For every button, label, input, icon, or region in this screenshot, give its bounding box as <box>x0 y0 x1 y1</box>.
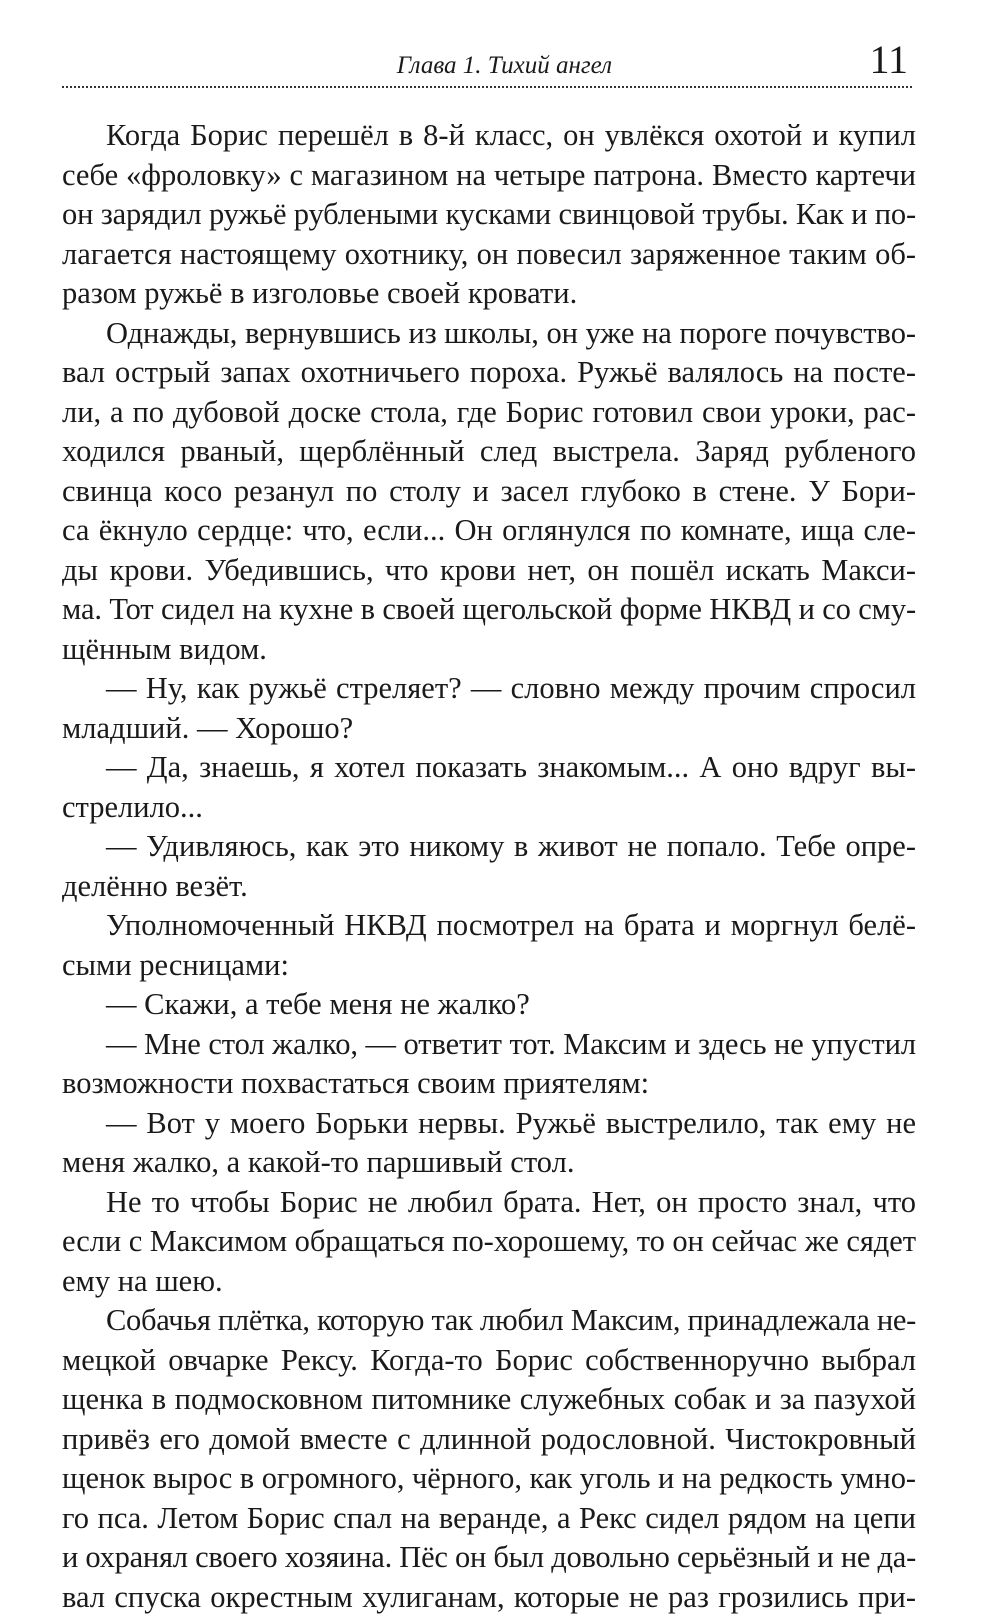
text-line: — Удивляюсь, как это никому в живот не попало. Тебе опре- <box>62 827 916 867</box>
text-line: — Скажи, а тебе меня не жалко? <box>62 985 916 1025</box>
page-number: 11 <box>869 36 908 83</box>
text-line: — Да, знаешь, я хотел показать знакомым... А оно вдруг вы- <box>62 748 916 788</box>
text-line: — Вот у моего Борьки нервы. Ружьё выстрелило, так ему не <box>62 1104 916 1144</box>
text-line: Собачья плётка, которую так любил Максим, принадлежала не- <box>62 1301 916 1341</box>
text-line: — Ну, как ружьё стреляет? — словно между прочим спросил <box>62 669 916 709</box>
running-head <box>62 30 912 90</box>
text-line: лагается настоящему охотнику, он повесил заряженное таким об- <box>62 235 916 275</box>
text-line: вал острый запах охотничьего пороха. Ружьё валялось на посте- <box>62 353 916 393</box>
text-line: ходился рваный, щерблённый след выстрела. Заряд рубленого <box>62 432 916 472</box>
text-line: и охранял своего хозяина. Пёс он был довольно серьёзный и не да- <box>62 1538 916 1578</box>
text-line: мецкой овчарке Рексу. Когда-то Борис собственноручно выбрал <box>62 1341 916 1381</box>
text-line: свинца косо резанул по столу и засел глубоко в стене. У Бори- <box>62 472 916 512</box>
text-line: Не то чтобы Борис не любил брата. Нет, он просто знал, что <box>62 1183 916 1223</box>
text-line: Когда Борис перешёл в 8-й класс, он увлёкся охотой и купил <box>62 116 916 156</box>
body-text <box>62 116 916 1617</box>
text-line: если с Максимом обращаться по-хорошему, то он сейчас же сядет <box>62 1222 916 1262</box>
text-line: го пса. Летом Борис спал на веранде, а Рекс сидел рядом на цепи <box>62 1499 916 1539</box>
text-line: щённым видом. <box>62 630 916 670</box>
text-line: щенка в подмосковном питомнике служебных собак и за пазухой <box>62 1380 916 1420</box>
text-line: ли, а по дубовой доске стола, где Борис готовил свои уроки, рас- <box>62 393 916 433</box>
text-line: ды крови. Убедившись, что крови нет, он пошёл искать Макси- <box>62 551 916 591</box>
text-line: ему на шею. <box>62 1262 916 1302</box>
text-line: привёз его домой вместе с длинной родословной. Чистокровный <box>62 1420 916 1460</box>
text-line: себе «фроловку» с магазином на четыре патрона. Вместо картечи <box>62 156 916 196</box>
text-line: са ёкнуло сердце: что, если... Он оглянулся по комнате, ища сле- <box>62 511 916 551</box>
text-line: щенок вырос в огромного, чёрного, как уголь и на редкость умно- <box>62 1459 916 1499</box>
text-line: Однажды, вернувшись из школы, он уже на пороге почувство- <box>62 314 916 354</box>
text-line: возможности похвастаться своим приятелям: <box>62 1064 916 1104</box>
text-line: он зарядил ружьё рублеными кусками свинцовой трубы. Как и по- <box>62 195 916 235</box>
chapter-title: Глава 1. Тихий ангел <box>397 52 612 80</box>
text-line: младший. — Хорошо? <box>62 709 916 749</box>
header-dotted-rule <box>62 86 912 88</box>
text-line: вал спуска окрестным хулиганам, которые не раз грозились при- <box>62 1578 916 1617</box>
text-line: ма. Тот сидел на кухне в своей щегольской форме НКВД и со сму- <box>62 590 916 630</box>
text-line: делённо везёт. <box>62 867 916 907</box>
text-line: Уполномоченный НКВД посмотрел на брата и моргнул белё- <box>62 906 916 946</box>
text-line: — Мне стол жалко, — ответит тот. Максим и здесь не упустил <box>62 1025 916 1065</box>
text-line: разом ружьё в изголовье своей кровати. <box>62 274 916 314</box>
text-line: меня жалко, а какой-то паршивый стол. <box>62 1143 916 1183</box>
text-line: стрелило... <box>62 788 916 828</box>
text-line: сыми ресницами: <box>62 946 916 986</box>
